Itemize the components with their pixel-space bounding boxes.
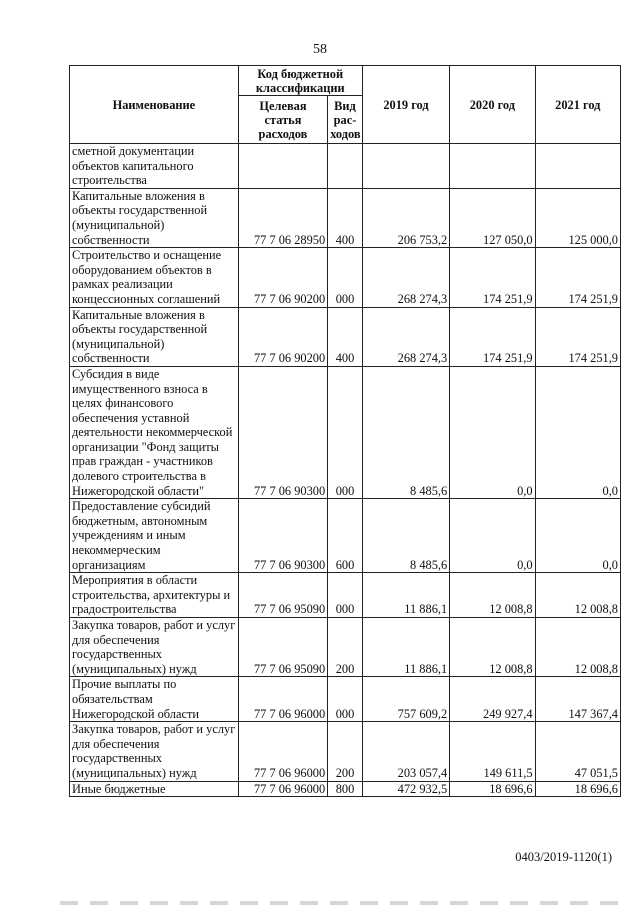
- row-value-2021: 12 008,8: [535, 618, 620, 677]
- row-value-2020: 174 251,9: [450, 248, 535, 307]
- header-year-2020: 2020 год: [450, 66, 535, 144]
- header-name: Наименование: [70, 66, 239, 144]
- row-name: Иные бюджетные: [70, 781, 239, 797]
- table-header: [70, 66, 621, 144]
- row-value-2021: 12 008,8: [535, 573, 620, 618]
- scan-artifact: [60, 901, 620, 905]
- row-kind: 000: [328, 366, 363, 498]
- row-value-2019: 472 932,5: [362, 781, 449, 797]
- row-value-2020: 12 008,8: [450, 618, 535, 677]
- table-row: [70, 248, 621, 307]
- budget-table: [69, 65, 621, 797]
- row-value-2021: 18 696,6: [535, 781, 620, 797]
- row-value-2019: 206 753,2: [362, 188, 449, 247]
- table-row: [70, 188, 621, 247]
- row-value-2020: 174 251,9: [450, 307, 535, 366]
- row-value-2019: 203 057,4: [362, 722, 449, 781]
- header-target-article: Целевая статья расходов: [238, 96, 327, 144]
- row-value-2020: [450, 144, 535, 189]
- row-name: сметной документации объектов капитального строительства: [70, 144, 239, 189]
- row-name: Субсидия в виде имущественного взноса в целях финансового обеспечения уставной деятельности некоммерческой организации "Фонд защиты прав граждан - участников долевого строительства в Нижегородской области": [70, 366, 239, 498]
- row-kind: 600: [328, 499, 363, 573]
- row-target-article: 77 7 06 96000: [238, 722, 327, 781]
- row-target-article: 77 7 06 90300: [238, 366, 327, 498]
- row-value-2019: 268 274,3: [362, 307, 449, 366]
- table-body: [70, 144, 621, 797]
- row-name: Строительство и оснащение оборудованием объектов в рамках реализации концессионных соглашений: [70, 248, 239, 307]
- header-year-2019: 2019 год: [362, 66, 449, 144]
- row-value-2020: 249 927,4: [450, 677, 535, 722]
- header-kind: Вид рас-ходов: [328, 96, 363, 144]
- row-value-2020: 12 008,8: [450, 573, 535, 618]
- header-year-2021: 2021 год: [535, 66, 620, 144]
- row-value-2020: 0,0: [450, 366, 535, 498]
- row-target-article: 77 7 06 96000: [238, 781, 327, 797]
- table-row: [70, 366, 621, 498]
- row-value-2021: 174 251,9: [535, 248, 620, 307]
- row-target-article: 77 7 06 90200: [238, 248, 327, 307]
- row-kind: 200: [328, 722, 363, 781]
- row-target-article: 77 7 06 90300: [238, 499, 327, 573]
- row-value-2019: 8 485,6: [362, 366, 449, 498]
- row-kind: 000: [328, 248, 363, 307]
- table-row: [70, 618, 621, 677]
- row-name: Предоставление субсидий бюджетным, автономным учреждениям и иным некоммерческим организациям: [70, 499, 239, 573]
- table-row: [70, 677, 621, 722]
- row-value-2020: 127 050,0: [450, 188, 535, 247]
- row-value-2019: 757 609,2: [362, 677, 449, 722]
- row-name: Капитальные вложения в объекты государственной (муниципальной) собственности: [70, 188, 239, 247]
- row-target-article: 77 7 06 96000: [238, 677, 327, 722]
- row-value-2021: 0,0: [535, 499, 620, 573]
- table-row: [70, 144, 621, 189]
- row-value-2021: [535, 144, 620, 189]
- row-value-2021: 0,0: [535, 366, 620, 498]
- row-name: Капитальные вложения в объекты государственной (муниципальной) собственности: [70, 307, 239, 366]
- row-kind: [328, 144, 363, 189]
- table-row: [70, 499, 621, 573]
- row-value-2019: 8 485,6: [362, 499, 449, 573]
- row-name: Мероприятия в области строительства, архитектуры и градостроительства: [70, 573, 239, 618]
- row-value-2021: 174 251,9: [535, 307, 620, 366]
- row-value-2019: [362, 144, 449, 189]
- row-value-2020: 0,0: [450, 499, 535, 573]
- row-value-2019: 268 274,3: [362, 248, 449, 307]
- row-target-article: 77 7 06 90200: [238, 307, 327, 366]
- row-name: Закупка товаров, работ и услуг для обеспечения государственных (муниципальных) нужд: [70, 722, 239, 781]
- row-target-article: 77 7 06 95090: [238, 618, 327, 677]
- row-value-2021: 125 000,0: [535, 188, 620, 247]
- row-kind: 800: [328, 781, 363, 797]
- row-value-2019: 11 886,1: [362, 618, 449, 677]
- page-number: 58: [313, 42, 327, 57]
- row-value-2020: 18 696,6: [450, 781, 535, 797]
- row-kind: 400: [328, 188, 363, 247]
- table-row: [70, 722, 621, 781]
- row-target-article: 77 7 06 28950: [238, 188, 327, 247]
- row-value-2019: 11 886,1: [362, 573, 449, 618]
- document-code: 0403/2019-1120(1): [515, 850, 612, 864]
- row-value-2021: 147 367,4: [535, 677, 620, 722]
- table-row: [70, 573, 621, 618]
- row-kind: 000: [328, 677, 363, 722]
- row-value-2020: 149 611,5: [450, 722, 535, 781]
- row-name: Прочие выплаты по обязательствам Нижегородской области: [70, 677, 239, 722]
- row-kind: 400: [328, 307, 363, 366]
- row-name: Закупка товаров, работ и услуг для обеспечения государственных (муниципальных) нужд: [70, 618, 239, 677]
- row-target-article: 77 7 06 95090: [238, 573, 327, 618]
- table-row: [70, 307, 621, 366]
- table-row: [70, 781, 621, 797]
- row-value-2021: 47 051,5: [535, 722, 620, 781]
- header-code-group: Код бюджетной классификации: [238, 66, 362, 96]
- row-target-article: [238, 144, 327, 189]
- row-kind: 200: [328, 618, 363, 677]
- row-kind: 000: [328, 573, 363, 618]
